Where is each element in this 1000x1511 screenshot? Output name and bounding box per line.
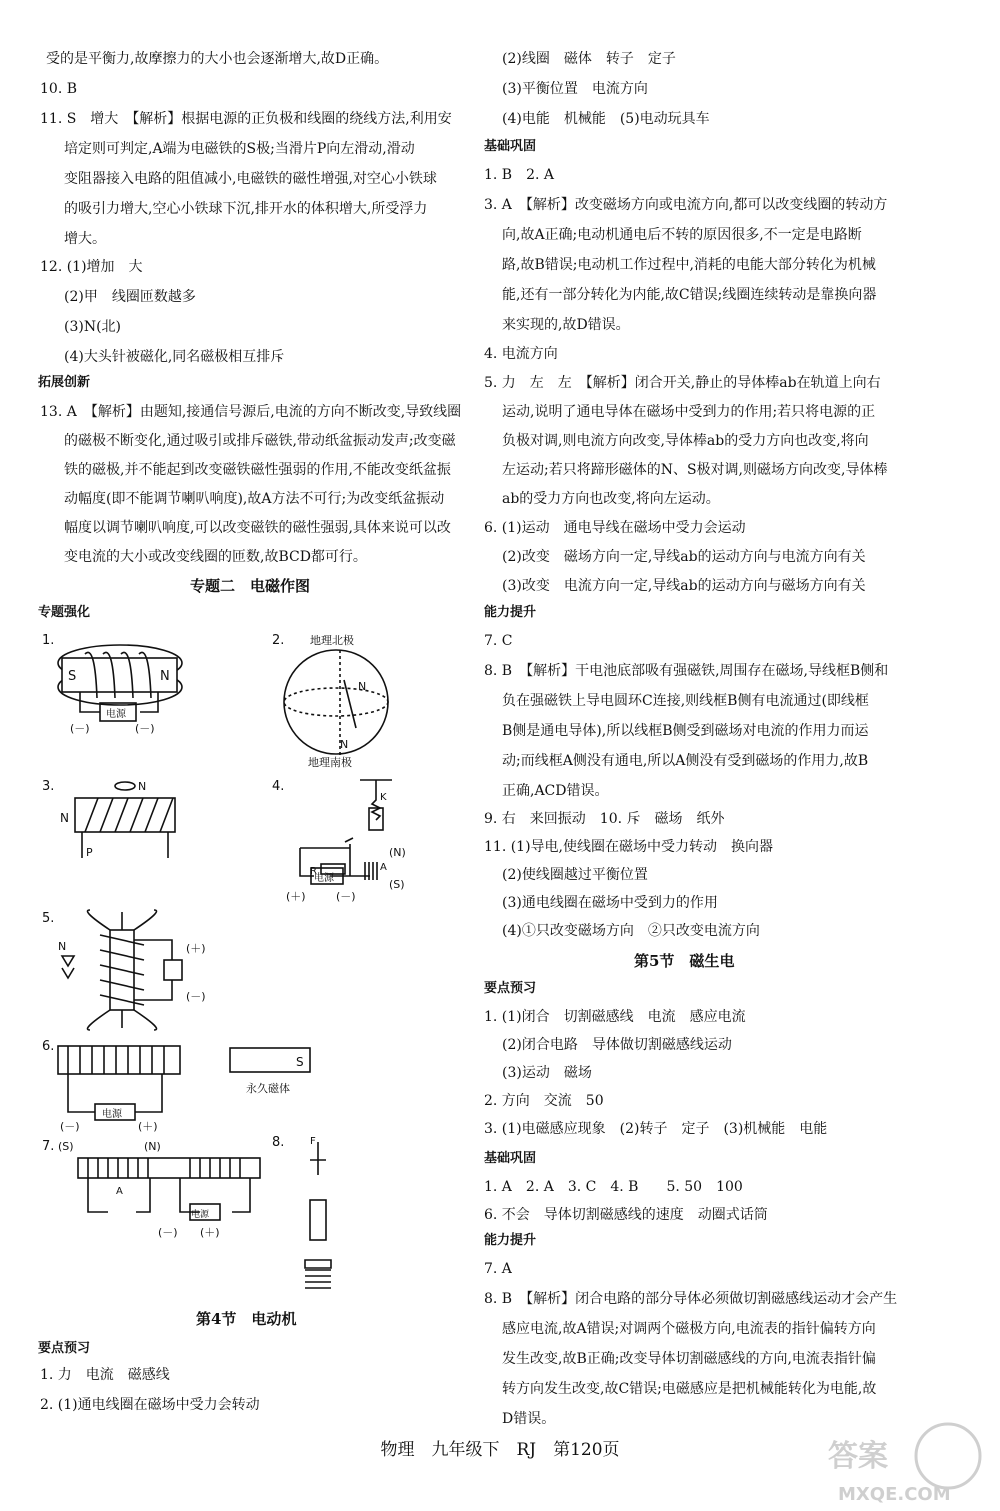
power-source: 电源 [106,709,126,720]
polarity: (－) [70,722,90,735]
section-heading: 要点预习 [484,981,537,996]
text-line: 2. (1)通电线圈在磁场中受力会转动 [40,1397,260,1413]
text-line: 的吸引力增大,空心小铁球下沉,排开水的体积增大,所受浮力 [64,201,428,217]
polarity: (N) [389,846,406,859]
polarity: (－) [158,1226,178,1239]
text-line: 运动,说明了通电导体在磁场中受到力的作用;若只将电源的正 [502,404,876,420]
section-heading: 要点预习 [38,1341,91,1356]
text-line: 变阻器接入电路的阻值减小,电磁铁的磁性增强,对空心小铁球 [64,171,437,187]
fig-label: 2. [272,633,285,648]
polarity: (＋) [138,1120,158,1133]
polarity: (＋) [186,942,206,955]
fig-label: 1. [42,633,55,648]
geo-south: 地理南极 [308,756,352,769]
section-heading: 拓展创新 [38,375,91,390]
polarity: (N) [144,1140,161,1153]
electromagnet-diagrams [40,630,465,1300]
text-line: 路,故B错误;电动机工作过程中,消耗的电能大部分转化为机械 [502,257,876,273]
polarity: (S) [58,1140,74,1153]
pole-N: N [358,680,367,693]
text-line: (3)通电线圈在磁场中受到力的作用 [502,895,718,911]
text-line: 6. 不会 导体切割磁感线的速度 动圈式话筒 [484,1207,768,1223]
text-line: 转方向发生改变,故C错误;电磁感应是把机械能转化为电能,故 [502,1381,877,1397]
pole-N: N [138,780,147,793]
answer-12: 12. (1)增加 大 [40,259,143,275]
text-line: 5. 力 左 左 【解析】闭合开关,静止的导体棒ab在轨道上向右 [484,375,881,391]
text-line: 变电流的大小或改变线圈的匝数,故BCD都可行。 [64,549,367,565]
text-line: 动幅度(即不能调节喇叭响度),故A方法不可行;为改变纸盆振动 [64,491,445,507]
text-line: 1. 力 电流 磁感线 [40,1367,170,1383]
section-heading: 基础巩固 [484,139,537,154]
text-line: 8. B 【解析】闭合电路的部分导体必须做切割磁感线运动才会产生 [484,1291,898,1307]
text-line: 8. B 【解析】干电池底部吸有强磁铁,周围存在磁场,导线框B侧和 [484,663,889,679]
text-line: 动;而线框A侧没有通电,所以A侧没有受到磁场的作用力,故B [502,753,869,769]
pole-S: S [68,669,77,684]
text-line: (2)闭合电路 导体做切割磁感线运动 [502,1037,732,1053]
fig-label: 8. [272,1135,285,1150]
svg-text:答案: 答案 [828,1439,888,1474]
fig-label: 4. [272,779,285,794]
pole-N: N [160,669,170,684]
text-line: 感应电流,故A错误;对调两个磁极方向,电流表的指针偏转方向 [502,1321,876,1337]
power-source: 电源 [314,873,334,884]
text-line: 左运动;若只将蹄形磁体的N、S极对调,则磁场方向改变,导体棒 [502,462,888,478]
polarity: (－) [186,990,206,1003]
text-line: 11. (1)导电,使线圈在磁场中受力转动 换向器 [484,839,773,855]
polarity: (－) [135,722,155,735]
text-line: 6. (1)运动 通电导线在磁场中受力会运动 [484,520,746,536]
text-line: 1. (1)闭合 切割磁感线 电流 感应电流 [484,1009,746,1025]
text-line: 发生改变,故B正确;改变导体切割磁感线的方向,电流表指针偏 [502,1351,876,1367]
section-heading: 基础巩固 [484,1151,537,1166]
text-line: 2. 方向 交流 50 [484,1093,604,1109]
polarity: (－) [60,1120,80,1133]
text-line: 7. C [484,633,513,649]
point-A: A [380,862,387,873]
text-line: 负在强磁铁上导电圆环C连接,则线框B侧有电流通过(即线框 [502,693,869,709]
pole-N: N [340,738,349,751]
text-line: 来实现的,故D错误。 [502,317,630,333]
section-title: 第4节 电动机 [196,1310,297,1328]
resistor-R: R [310,866,317,877]
answer-13: 13. A 【解析】由题知,接通信号源后,电流的方向不断改变,导致线圈 [40,404,462,420]
section-heading: 能力提升 [484,605,537,620]
text-line: (4)大头针被磁化,同名磁极相互排斥 [64,349,285,365]
fig-label: 3. [42,779,55,794]
page-footer: 物理 九年级下 RJ 第120页 [380,1440,620,1460]
geo-north: 地理北极 [310,634,354,647]
permanent-magnet: 永久磁体 [246,1082,290,1095]
pole-N: N [60,811,69,825]
text-line: (4)①只改变磁场方向 ②只改变电流方向 [502,923,760,939]
text-line: 增大。 [64,231,106,247]
answer-10: 10. B [40,81,78,97]
text-line: 受的是平衡力,故摩擦力的大小也会逐渐增大,故D正确。 [46,51,389,67]
text-line: (2)甲 线圈匝数越多 [64,289,196,305]
section-heading: 能力提升 [484,1233,537,1248]
pole-P: P [86,846,93,859]
section-title: 第5节 磁生电 [634,952,735,970]
topic-title: 专题二 电磁作图 [190,577,311,595]
text-line: (3)N(北) [64,319,122,335]
text-line: 铁的磁极,并不能起到改变磁铁磁性强弱的作用,不能改变纸盆振 [64,462,451,478]
power-source: 电源 [102,1109,122,1120]
polarity: (S) [389,878,405,891]
text-line: 负极对调,则电流方向改变,导体棒ab的受力方向也改变,将向 [502,433,869,449]
polarity: (－) [336,890,356,903]
spring-K: K [380,792,387,803]
text-line: 的磁极不断变化,通过吸引或排斥磁铁,带动纸盆振动发声;改变磁 [64,433,456,449]
text-line: (3)平衡位置 电流方向 [502,81,648,97]
text-line: D错误。 [502,1411,556,1427]
section-heading: 专题强化 [38,605,91,620]
force-F: F [310,1136,316,1147]
text-line: 3. (1)电磁感应现象 (2)转子 定子 (3)机械能 电能 [484,1121,828,1137]
polarity: (＋) [286,890,306,903]
text-line: 3. A 【解析】改变磁场方向或电流方向,都可以改变线圈的转动方 [484,197,888,213]
text-line: (3)运动 磁场 [502,1065,592,1081]
pole-N: N [58,940,67,953]
text-line: (4)电能 机械能 (5)电动玩具车 [502,111,710,127]
text-line: (2)使线圈越过平衡位置 [502,867,648,883]
text-line: ab的受力方向也改变,将向左运动。 [502,491,720,507]
text-line: 7. A [484,1261,512,1277]
text-line: (2)改变 磁场方向一定,导线ab的运动方向与电流方向有关 [502,549,866,565]
polarity: (＋) [200,1226,220,1239]
power-source: 电源 [191,1210,210,1220]
text-line: 正确,ACD错误。 [502,783,609,799]
fig-label: 5. [42,911,55,926]
text-line: 9. 右 来回振动 10. 斥 磁场 纸外 [484,811,725,827]
fig-label: 6. [42,1039,55,1054]
watermark-logo [818,1416,988,1506]
answer-11: 11. S 增大 【解析】根据电源的正负极和线圈的绕线方法,利用安 [40,111,452,127]
text-line: 向,故A正确;电动机通电后不转的原因很多,不一定是电路断 [502,227,862,243]
text-line: 培定则可判定,A端为电磁铁的S极;当滑片P向左滑动,滑动 [64,141,415,157]
text-line: 1. B 2. A [484,167,555,183]
text-line: 幅度以调节喇叭响度,可以改变磁铁的磁性强弱,具体来说可以改 [64,520,451,536]
text-line: 1. A 2. A 3. C 4. B 5. 50 100 [484,1179,743,1195]
text-line: 能,还有一部分转化为内能,故C错误;线圈连续转动是靠换向器 [502,287,877,303]
text-line: 4. 电流方向 [484,346,558,362]
svg-text:MXQE.COM: MXQE.COM [838,1484,951,1505]
point-A: A [116,1186,123,1197]
text-line: (2)线圈 磁体 转子 定子 [502,51,676,67]
fig-label: 7. [42,1139,55,1154]
pole-S: S [296,1055,304,1069]
text-line: (3)改变 电流方向一定,导线ab的运动方向与磁场方向有关 [502,578,866,594]
text-line: B侧是通电导体),所以线框B侧受到磁场对电流的作用力而运 [502,723,869,739]
